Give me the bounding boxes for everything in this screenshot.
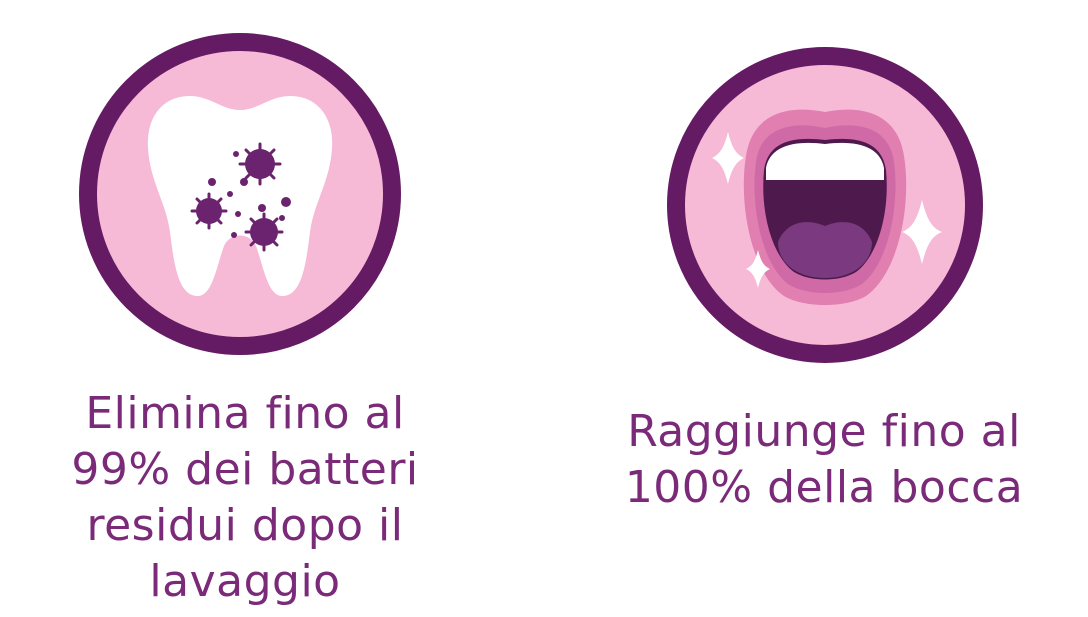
caption-line: lavaggio xyxy=(149,556,341,607)
caption-line: Raggiunge fino al xyxy=(627,406,1021,457)
caption-line: 100% della bocca xyxy=(624,462,1024,513)
open-mouth-sparkle-icon xyxy=(666,46,984,364)
caption-line: 99% dei batteri xyxy=(71,444,419,495)
caption-line: residui dopo il xyxy=(86,500,404,551)
caption-line: Elimina fino al xyxy=(85,388,405,439)
bacterium-large xyxy=(240,144,280,184)
caption-coverage xyxy=(574,404,1074,516)
bacterium-left xyxy=(192,194,226,228)
caption-bacteria xyxy=(20,386,470,610)
tooth-bacteria-icon xyxy=(78,32,402,356)
bacterium-bottom xyxy=(246,214,282,250)
